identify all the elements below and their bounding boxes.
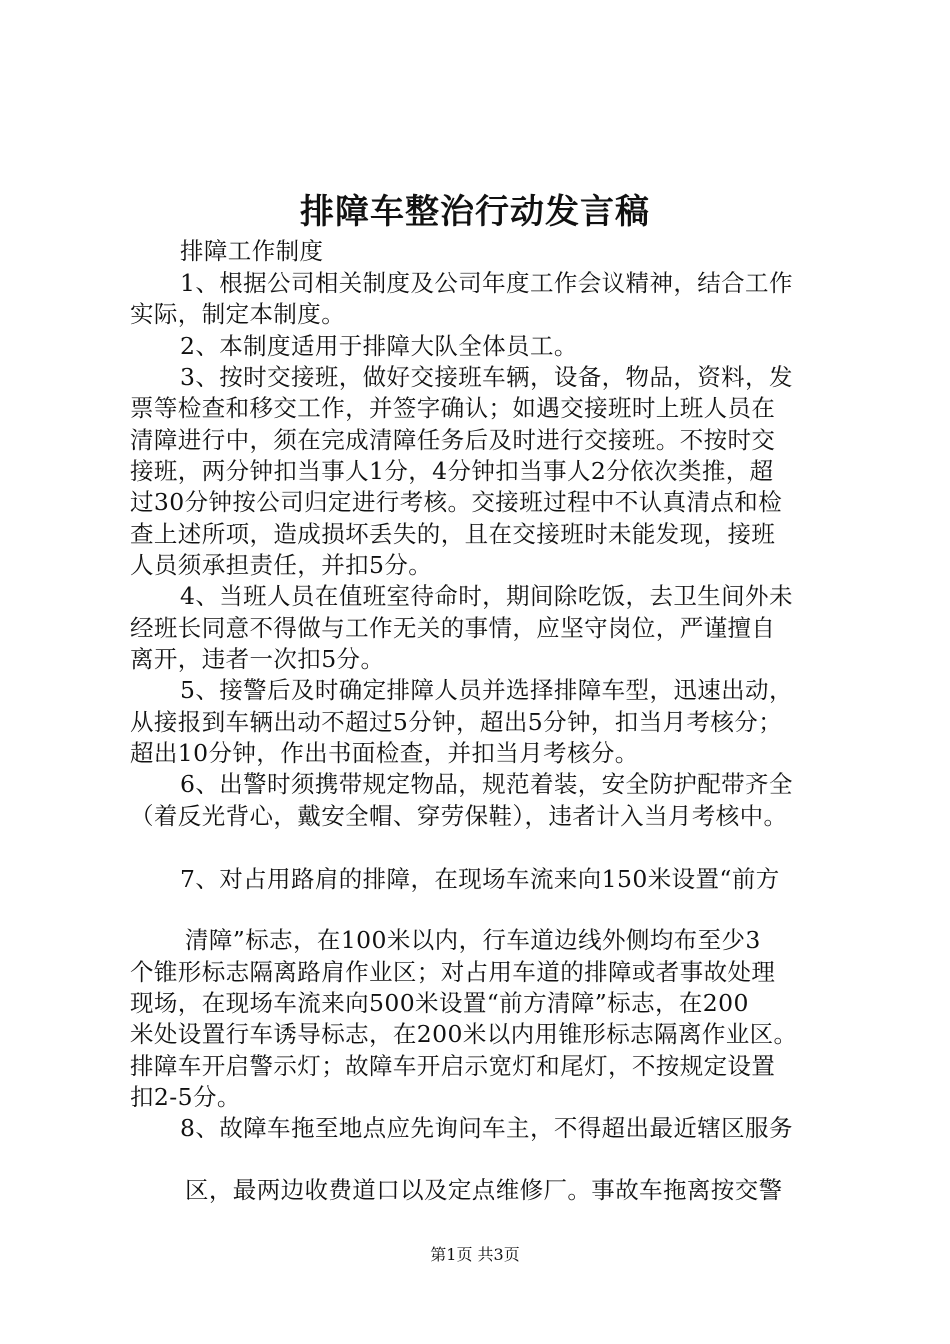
text-line: 3、按时交接班，做好交接班车辆，设备，物品，资料，发 xyxy=(180,363,793,391)
text-line: 个锥形标志隔离路肩作业区；对占用车道的排障或者事故处理 xyxy=(130,958,776,986)
text-line: 过30分钟按公司归定进行考核。交接班过程中不认真清点和检 xyxy=(130,488,783,516)
text-line: 现场，在现场车流来向500米设置“前方清障”标志，在200 xyxy=(130,989,749,1017)
page-indicator: 第1页 共3页 xyxy=(430,1245,520,1264)
text-line: 1、根据公司相关制度及公司年度工作会议精神，结合工作 xyxy=(180,269,793,297)
text-line: 查上述所项，造成损坏丢失的，且在交接班时未能发现，接班 xyxy=(130,520,776,548)
text-line: 从接报到车辆出动不超过5分钟，超出5分钟，扣当月考核分； xyxy=(130,708,783,736)
text-line: 4、当班人员在值班室待命时，期间除吃饭，去卫生间外未 xyxy=(180,582,793,610)
text-line: （着反光背心，戴安全帽、穿劳保鞋），违者计入当月考核中。 xyxy=(130,802,788,830)
document-title: 排障车整治行动发言稿 xyxy=(300,192,650,232)
text-line: 离开，违者一次扣5分。 xyxy=(130,645,385,673)
text-line: 2、本制度适用于排障大队全体员工。 xyxy=(180,332,578,360)
text-line: 经班长同意不得做与工作无关的事情，应坚守岗位，严谨擅自 xyxy=(130,614,776,642)
text-line: 区，最两边收费道口以及定点维修厂。事故车拖离按交警 xyxy=(185,1176,783,1204)
text-line: 接班，两分钟扣当事人1分，4分钟扣当事人2分依次类推，超 xyxy=(130,457,774,485)
text-line: 排障工作制度 xyxy=(180,237,324,265)
text-line: 超出10分钟，作出书面检查，并扣当月考核分。 xyxy=(130,739,639,767)
text-line: 5、接警后及时确定排障人员并选择排障车型，迅速出动， xyxy=(180,676,793,704)
text-line: 8、故障车拖至地点应先询问车主，不得超出最近辖区服务 xyxy=(180,1114,793,1142)
text-line: 清障”标志，在100米以内，行车道边线外侧均布至少3 xyxy=(185,926,761,954)
text-line: 清障进行中，须在完成清障任务后及时进行交接班。不按时交 xyxy=(130,426,776,454)
text-line: 人员须承担责任，并扣5分。 xyxy=(130,551,433,579)
text-line: 6、出警时须携带规定物品，规范着装，安全防护配带齐全 xyxy=(180,770,793,798)
text-line: 扣2-5分。 xyxy=(130,1083,241,1111)
text-line: 米处设置行车诱导标志，在200米以内用锥形标志隔离作业区。 xyxy=(130,1020,798,1048)
text-line: 7、对占用路肩的排障，在现场车流来向150米设置“前方 xyxy=(180,865,780,893)
text-line: 实际，制定本制度。 xyxy=(130,300,346,328)
text-line: 排障车开启警示灯；故障车开启示宽灯和尾灯，不按规定设置 xyxy=(130,1052,776,1080)
text-line: 票等检查和移交工作，并签字确认；如遇交接班时上班人员在 xyxy=(130,394,776,422)
